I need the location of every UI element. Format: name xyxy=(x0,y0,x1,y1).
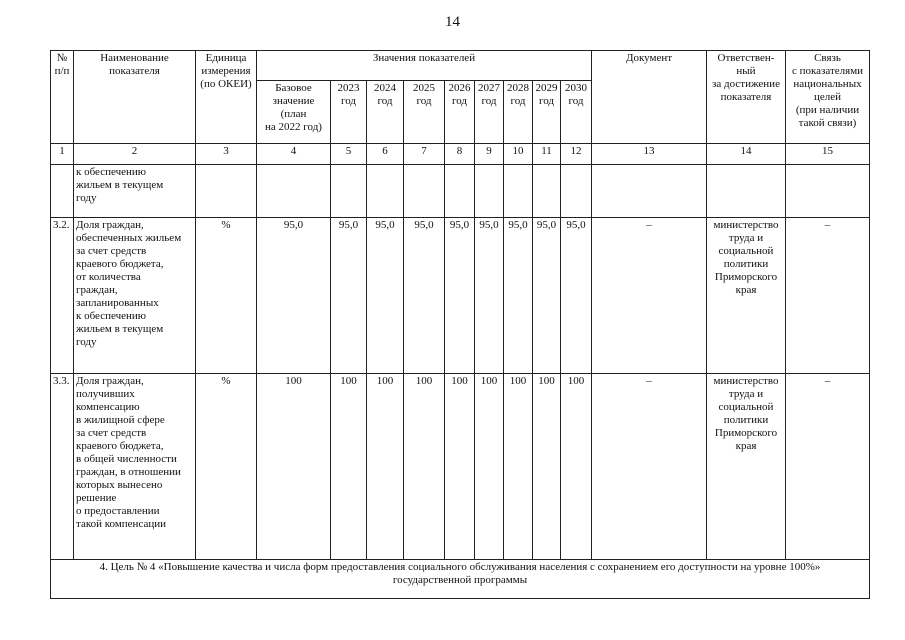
cell-year: 95,0 xyxy=(404,218,445,374)
cell-year: 100 xyxy=(331,374,367,560)
cell-year xyxy=(404,165,445,218)
cell-unit: % xyxy=(196,218,257,374)
cell-link: – xyxy=(786,218,870,374)
cell-responsible xyxy=(707,165,786,218)
table-row xyxy=(51,374,870,560)
column-numbers-row xyxy=(51,144,870,165)
column-number: 7 xyxy=(404,144,445,165)
cell-year: 100 xyxy=(445,374,475,560)
column-number: 4 xyxy=(257,144,331,165)
cell-year: 100 xyxy=(504,374,533,560)
header-year-2030: 2030 год xyxy=(561,81,592,144)
column-number: 9 xyxy=(475,144,504,165)
header-row-1 xyxy=(51,51,870,81)
column-number: 15 xyxy=(786,144,870,165)
cell-name: Доля граждан, получивших компенсацию в жилищной сфере за счет средств краевого бюджета, в общей численности граждан, в отношении которых вынесено решение о предоставлении такой компенсации xyxy=(74,374,196,560)
cell-year: 100 xyxy=(561,374,592,560)
cell-year: 100 xyxy=(533,374,561,560)
cell-year xyxy=(475,165,504,218)
header-year-2024: 2024 год xyxy=(367,81,404,144)
cell-document: – xyxy=(592,218,707,374)
column-number: 1 xyxy=(51,144,74,165)
column-number: 10 xyxy=(504,144,533,165)
cell-link: – xyxy=(786,374,870,560)
cell-name: к обеспечению жильем в текущем году xyxy=(74,165,196,218)
cell-num: 3.3. xyxy=(51,374,74,560)
table-row xyxy=(51,218,870,374)
cell-year: 95,0 xyxy=(367,218,404,374)
cell-year: 100 xyxy=(367,374,404,560)
indicators-table xyxy=(50,50,870,599)
cell-responsible: министерство труда и социальной политики Приморского края xyxy=(707,218,786,374)
header-base: Базовое значение (план на 2022 год) xyxy=(257,81,331,144)
header-link: Связь с показателями национальных целей (при наличии такой связи) xyxy=(786,51,870,144)
header-year-2026: 2026 год xyxy=(445,81,475,144)
cell-num: 3.2. xyxy=(51,218,74,374)
cell-year xyxy=(504,165,533,218)
header-responsible: Ответствен- ный за достижение показателя xyxy=(707,51,786,144)
header-year-2027: 2027 год xyxy=(475,81,504,144)
cell-document xyxy=(592,165,707,218)
header-year-2023: 2023 год xyxy=(331,81,367,144)
cell-year: 95,0 xyxy=(561,218,592,374)
header-unit: Единица измерения (по ОКЕИ) xyxy=(196,51,257,144)
table-row-continuation xyxy=(51,165,870,218)
header-document: Документ xyxy=(592,51,707,144)
column-number: 2 xyxy=(74,144,196,165)
column-number: 6 xyxy=(367,144,404,165)
cell-base: 100 xyxy=(257,374,331,560)
cell-year: 95,0 xyxy=(504,218,533,374)
column-number: 11 xyxy=(533,144,561,165)
goal-row xyxy=(51,560,870,599)
cell-year: 95,0 xyxy=(475,218,504,374)
cell-responsible: министерство труда и социальной политики Приморского края xyxy=(707,374,786,560)
column-number: 3 xyxy=(196,144,257,165)
column-number: 13 xyxy=(592,144,707,165)
cell-document: – xyxy=(592,374,707,560)
column-number: 14 xyxy=(707,144,786,165)
cell-year xyxy=(331,165,367,218)
page-number: 14 xyxy=(445,14,460,30)
cell-year xyxy=(533,165,561,218)
cell-year: 95,0 xyxy=(331,218,367,374)
cell-base: 95,0 xyxy=(257,218,331,374)
cell-num xyxy=(51,165,74,218)
cell-year xyxy=(561,165,592,218)
cell-year: 95,0 xyxy=(445,218,475,374)
header-year-2029: 2029 год xyxy=(533,81,561,144)
cell-year: 100 xyxy=(475,374,504,560)
cell-unit: % xyxy=(196,374,257,560)
header-name: Наименование показателя xyxy=(74,51,196,144)
cell-year xyxy=(367,165,404,218)
column-number: 5 xyxy=(331,144,367,165)
cell-link xyxy=(786,165,870,218)
column-number: 8 xyxy=(445,144,475,165)
column-number: 12 xyxy=(561,144,592,165)
cell-unit xyxy=(196,165,257,218)
goal-text: 4. Цель № 4 «Повышение качества и числа форм предоставления социального обслуживания населения с сохранением его доступности на уровне 100%» государственной программы xyxy=(51,560,870,599)
cell-year xyxy=(445,165,475,218)
cell-name: Доля граждан, обеспеченных жильем за счет средств краевого бюджета, от количества граждан, запланированных к обеспечению жильем в текущем году xyxy=(74,218,196,374)
header-year-2025: 2025 год xyxy=(404,81,445,144)
cell-year: 95,0 xyxy=(533,218,561,374)
cell-base xyxy=(257,165,331,218)
header-values-group: Значения показателей xyxy=(257,51,592,81)
header-num: № п/п xyxy=(51,51,74,144)
cell-year: 100 xyxy=(404,374,445,560)
header-year-2028: 2028 год xyxy=(504,81,533,144)
